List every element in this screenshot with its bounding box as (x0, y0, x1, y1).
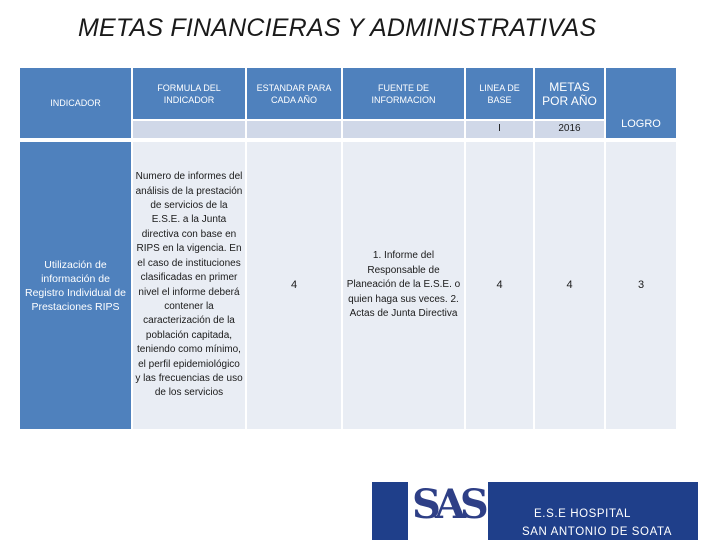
header-formula: FORMULA DEL INDICADOR (133, 68, 245, 119)
cell-logro: 3 (606, 142, 676, 429)
cell-metas: 4 (535, 142, 604, 429)
subheader-fuente-empty (343, 121, 464, 138)
header-fuente: FUENTE DE INFORMACION (343, 68, 464, 119)
cell-estandar: 4 (247, 142, 341, 429)
subheader-linea-base: I (466, 121, 533, 138)
header-estandar: ESTANDAR PARA CADA AÑO (247, 68, 341, 119)
goals-table (18, 66, 678, 431)
hospital-logo (372, 464, 698, 540)
header-row (20, 68, 676, 119)
header-metas: METAS POR AÑO (535, 68, 604, 119)
cell-linea-base: 4 (466, 142, 533, 429)
logo-emblem-icon: SAS (412, 481, 483, 528)
cell-indicador: Utilización de información de Registro Individual de Prestaciones RIPS (20, 142, 131, 429)
header-indicador: INDICADOR (20, 68, 131, 138)
cell-fuente: 1. Informe del Responsable de Planeación de la E.S.E. o quien haga sus veces. 2. Actas de Junta Directiva (343, 142, 464, 429)
cell-formula: Numero de informes del análisis de la prestación de servicios de la E.S.E. a la Junta directiva con base en RIPS en la vigencia. En el caso de instituciones clasificadas en primer nivel el informe deberá contener la caracterización de la población capitada, teniendo como mínimo, el perfil epidemiológico y las frecuencias de uso de los servicios (133, 142, 245, 429)
page-title: METAS FINANCIERAS Y ADMINISTRATIVAS (78, 14, 597, 42)
subheader-metas-year: 2016 (535, 121, 604, 138)
header-logro: LOGRO (606, 68, 676, 138)
logo-name-line1: E.S.E HOSPITAL (534, 508, 632, 520)
subheader-estandar-empty (247, 121, 341, 138)
logo-name-line2: SAN ANTONIO DE SOATA (522, 526, 673, 538)
table-row (20, 142, 676, 429)
subheader-formula-empty (133, 121, 245, 138)
header-linea-base: LINEA DE BASE (466, 68, 533, 119)
